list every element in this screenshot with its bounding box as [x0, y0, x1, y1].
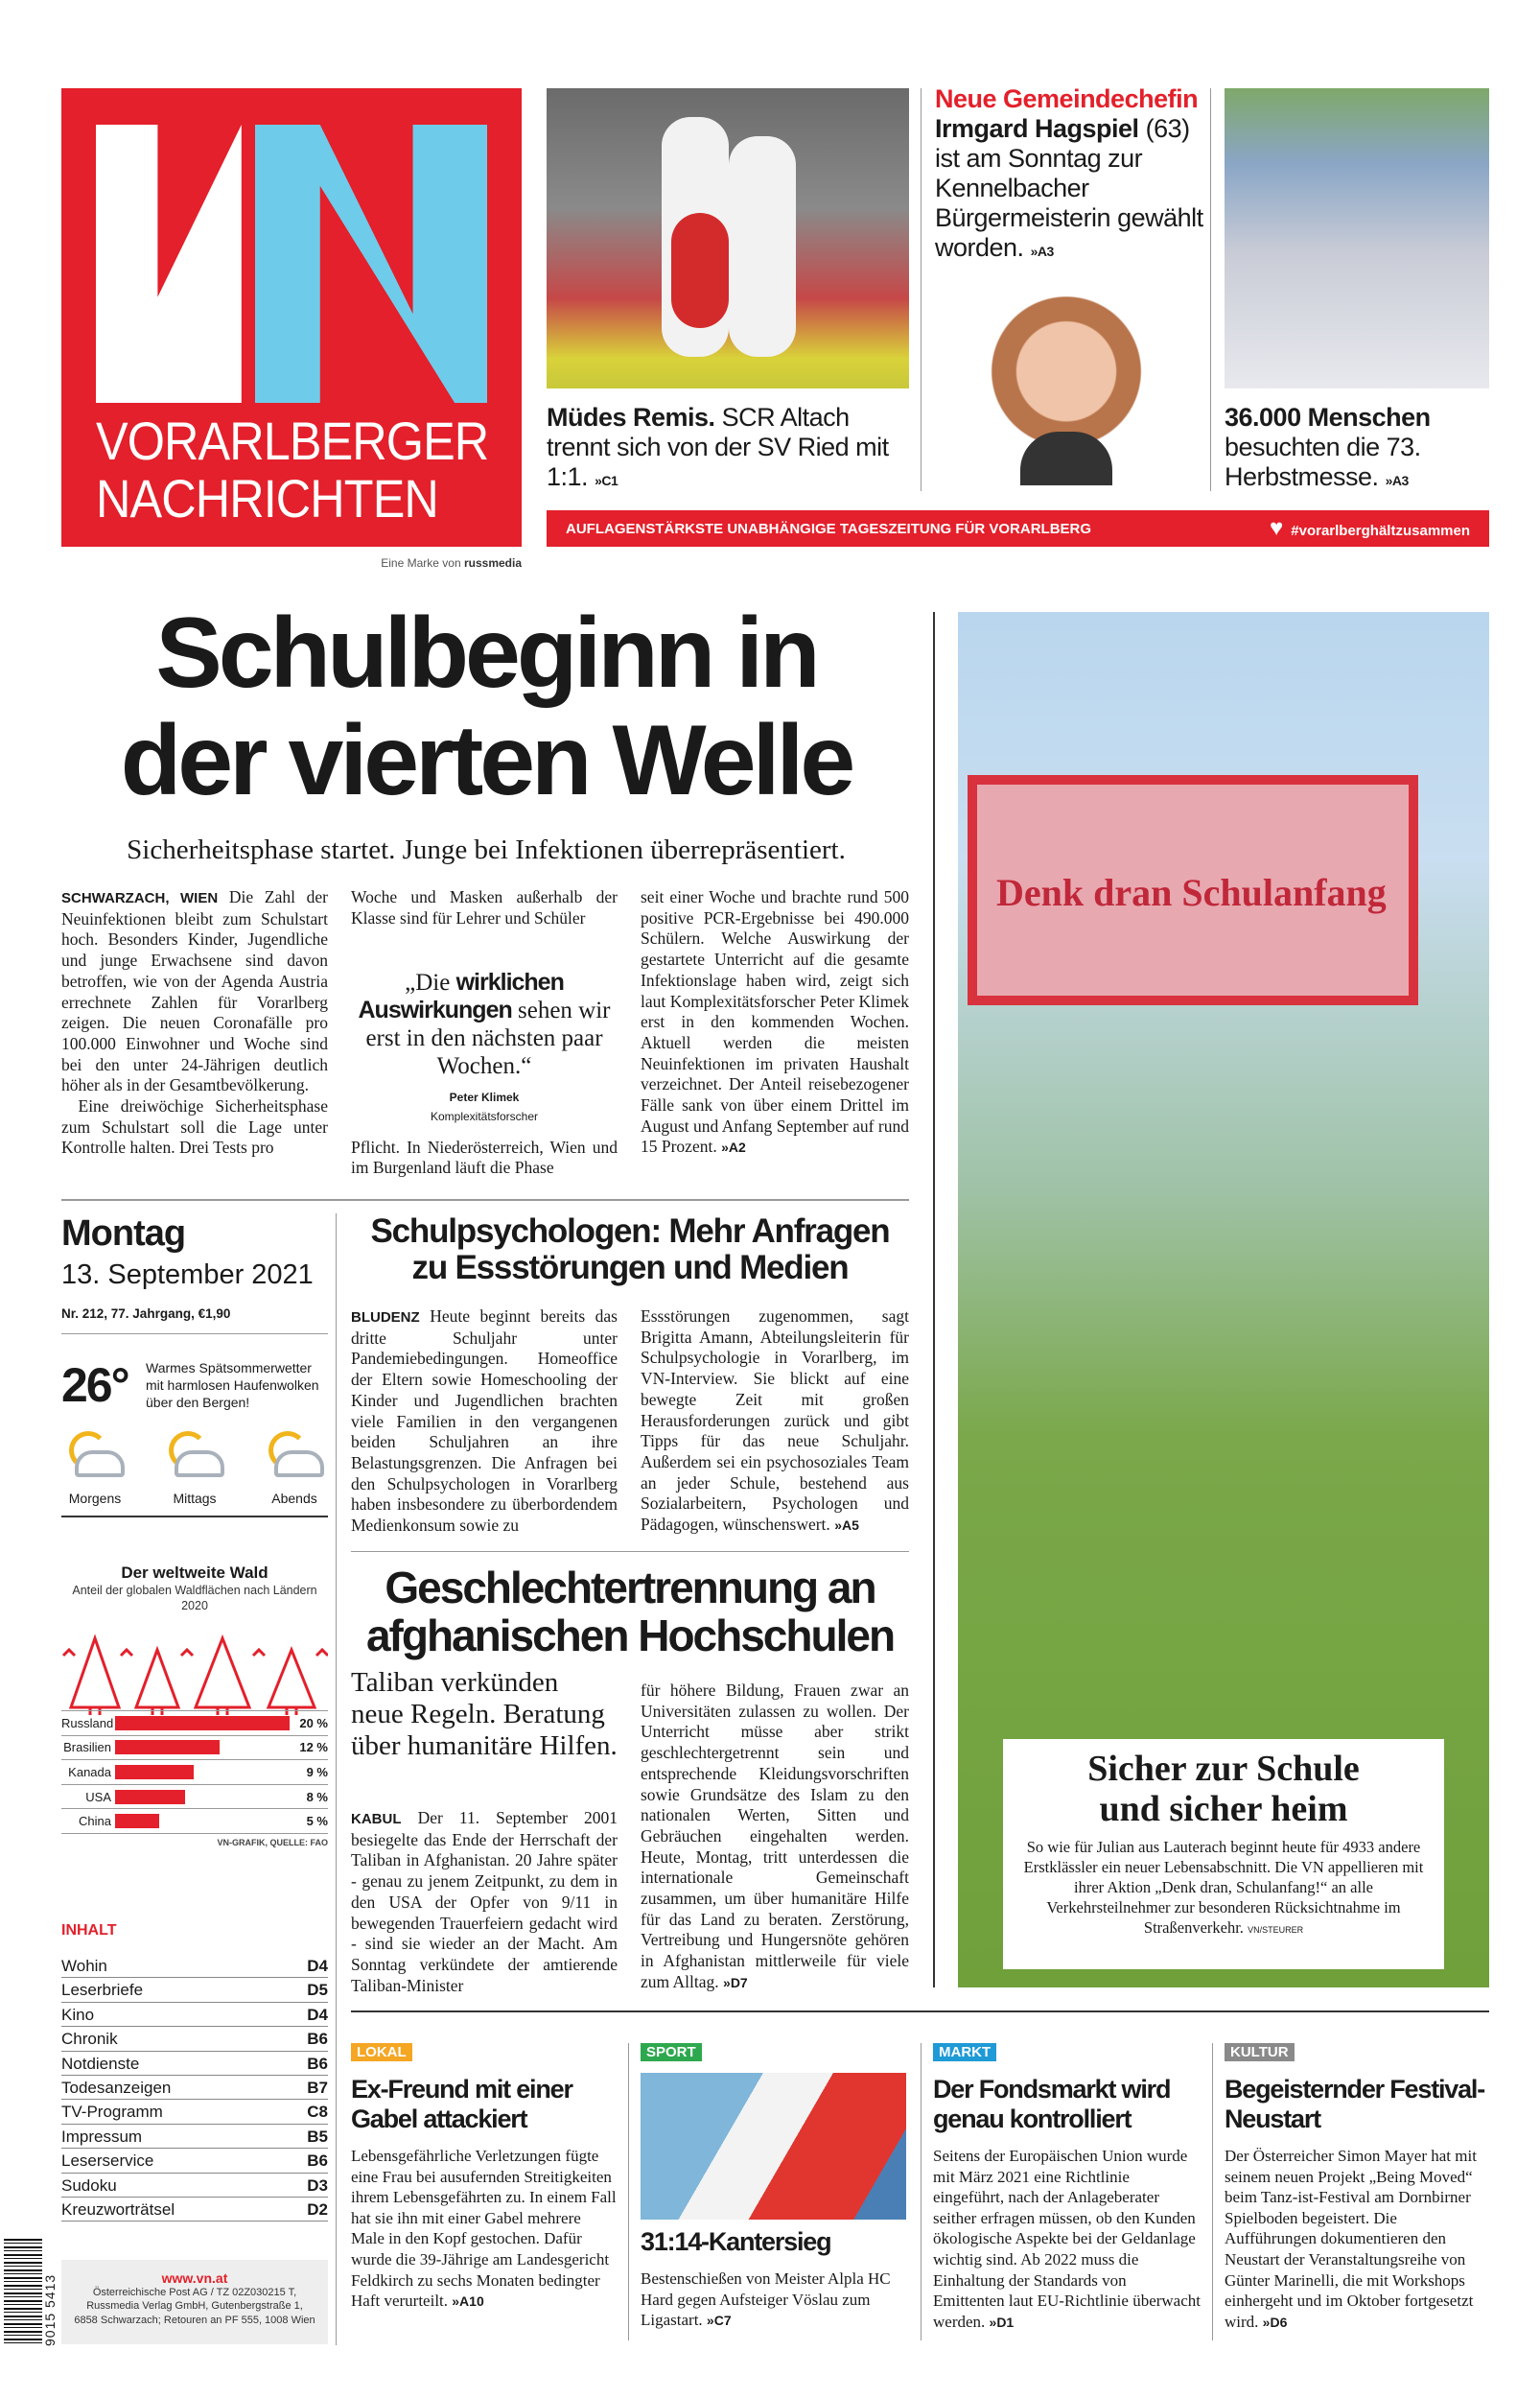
divider: [628, 2043, 629, 2340]
edition-date: 13. September 2021: [61, 1259, 314, 1290]
lead-subheadline: Sicherheitsphase startet. Junge bei Infektionen überrepräsentiert.: [127, 835, 846, 865]
chart-row: [61, 1808, 328, 1833]
chart-row: [61, 1759, 328, 1784]
bottom-teaser-kultur[interactable]: [1225, 2043, 1489, 2333]
contents-label: Kino: [61, 2005, 95, 2024]
contents-item[interactable]: [61, 2174, 328, 2198]
logo-title: [96, 412, 488, 528]
quote-text: „Die: [405, 970, 451, 997]
headline-line: Sicher zur Schule: [1087, 1749, 1360, 1789]
caption-text: So wie für Julian aus Lauterach beginnt heute für 4933 andere Erstklässler ein neuer Lebensabschnitt. Die VN appellieren mit ihrer Aktion „Denk dran, Schulanfang!“ an alle Verkehrsteilnehmer zur besonderen Rücksichtnahme im Straßenverkehr.: [1023, 1838, 1424, 1937]
logo-title-line2: NACHRICHTEN: [96, 468, 438, 529]
quote-role: Komplexitätsforscher: [430, 1110, 539, 1124]
contents-item[interactable]: [61, 2027, 328, 2051]
body-text: Woche und Masken außerhalb der Klasse sind für Lehrer und Schüler: [351, 887, 618, 928]
teaser-age: (63): [1145, 114, 1190, 143]
sun-cloud-icon: [261, 1427, 328, 1485]
contents-label: Notdienste: [61, 2054, 140, 2073]
teaser-headline: Der Fondsmarkt wird genau kontrolliert: [933, 2075, 1171, 2133]
page-ref: »A3: [1030, 244, 1054, 259]
rule: [351, 2010, 1489, 2012]
contents-label: Kreuzworträtsel: [61, 2199, 175, 2219]
bar-track: [115, 1716, 290, 1730]
imprint-line: 6858 Schwarzach; Retouren an PF 555, 1008 Wien: [74, 2314, 315, 2326]
fair-crowd-photo[interactable]: [1225, 88, 1489, 388]
section-tag: SPORT: [641, 2043, 702, 2061]
body-text: Heute beginnt bereits das dritte Schuljahr unter Pandemiebedingungen. Homeoffice der Eltern sowie Homeschooling der Kinder und Jugendlichen brachten viele Familien in den vergangenen beiden Schuljahren an ihre Belastungsgrenzen. Die Anfragen bei den Schulpsychologen in Vorarlberg haben insbesondere zu überbordendem Medienkonsum sowie zu: [351, 1306, 618, 1536]
teaser-text: Bestenschießen von Meister Alpla HC Hard gegen Aufsteiger Vöslau zum Ligastart.: [641, 2269, 891, 2330]
contents-page: B6: [307, 2151, 328, 2171]
weather-text: Warmes Spätsommerwetter mit harmlosen Haufenwolken über den Bergen!: [146, 1360, 319, 1410]
bar: [115, 1790, 185, 1804]
bar: [115, 1716, 290, 1730]
hashtag[interactable]: #vorarlberghältzusammen: [1291, 523, 1470, 539]
teaser-lead: Müdes Remis.: [547, 403, 715, 432]
story2-headline[interactable]: Schulpsychologen: Mehr Anfragen zu Essstörungen und Medien: [370, 1212, 890, 1286]
contents-list: [61, 1954, 328, 2222]
dateline: SCHWARZACH, WIEN: [61, 890, 219, 906]
edition-day: Montag: [61, 1213, 186, 1254]
contents-page: D2: [307, 2199, 328, 2219]
bar-track: [115, 1765, 290, 1779]
contents-title: INHALT: [61, 1922, 117, 1939]
teaser-text: Der Österreicher Simon Mayer hat mit seinem neuen Projekt „Being Moved“ beim Tanz-ist-Festival am Dornbirner Spielboden begeistert. Die Aufführungen dokumentieren den Neustart der Veranstaltungsreihe von Günter Marinelli, die mit Workshops einhergeht und im Oktober fortgesetzt wird.: [1225, 2147, 1477, 2331]
bar-track: [115, 1740, 290, 1754]
divider: [921, 88, 922, 491]
bar-value: 8 %: [306, 1789, 328, 1804]
bar-track: [115, 1814, 290, 1828]
chart-header: [61, 1563, 328, 1613]
page-ref[interactable]: »A2: [721, 1140, 746, 1156]
contents-page: C8: [307, 2103, 328, 2122]
contents-item[interactable]: [61, 2125, 328, 2149]
bar-value: 12 %: [299, 1740, 328, 1755]
dateline: BLUDENZ: [351, 1309, 420, 1326]
body-text: Der 11. September 2001 besiegelte das Ende der Herrschaft der Taliban in Afghanistan. 20 Jahre später - genau zu jenem Zeitpunkt, zu dem in den USA der Opfer von 9/11 in bewegenden Trauerfeiern gedacht wird - sind sie wieder an der Macht. Am Sonntag verkündete der amtierende Taliban-Minister: [351, 1808, 618, 1995]
teaser-headline: 31:14-Kantersieg: [641, 2227, 831, 2256]
barcode-number: 9015 5413: [42, 2273, 58, 2346]
bar-track: [115, 1790, 290, 1804]
headline-line: der vierten Welle: [120, 705, 852, 816]
bottom-teaser-lokal[interactable]: [351, 2043, 617, 2313]
rule: [61, 1333, 328, 1334]
weather-period: [61, 1427, 128, 1506]
heart-icon: ♥: [1270, 515, 1284, 541]
teaser-text: Lebensgefährliche Verletzungen fügte eine Frau bei ausufernden Streitigkeiten ihrem Lebensgefährten zu. In einem Fall hat sie ihn mit einer Gabel mehrere Male in den Kopf gestochen. Dafür wurde die 39-Jährige am Landesgericht Feldkirch zu sechs Monaten bedingter Haft verurteilt.: [351, 2147, 617, 2311]
quote-author: Peter Klimek: [449, 1091, 520, 1105]
page-ref: »D6: [1262, 2314, 1288, 2330]
contents-item[interactable]: [61, 2052, 328, 2076]
divider: [921, 2043, 922, 2340]
bar: [115, 1814, 159, 1828]
headline-line: Schulbeginn in: [155, 598, 817, 709]
rule: [351, 1551, 909, 1552]
chart-row: [61, 1784, 328, 1809]
teaser-headline: Begeisternder Festival-Neustart: [1225, 2075, 1485, 2133]
divider: [1210, 88, 1211, 491]
period-label: Abends: [271, 1491, 317, 1506]
bar-value: 9 %: [306, 1764, 328, 1779]
sun-cloud-icon: [161, 1427, 228, 1485]
body-text: für höhere Bildung, Frauen zwar an Universitäten zulassen zu wollen. Der Unterricht müsse aber strikt geschlechtergetrennt sein und entsprechende Kleidungsvorschriften sowie Grundsätze des Islam zu den nationalen Werten, Sitten und Gebräuchen eingehalten werden. Heute, Montag, tritt unterdessen die internationale Gemeinschaft zusammen, um über humanitäre Hilfe für das Land zu beraten. Zerstörung, Vertreibung und Hungersnöte gehören in Afghanistan mittlerweile für viele zum Alltag.: [641, 1681, 909, 1991]
photo-credit: VN/STEURER: [1248, 1925, 1304, 1935]
imprint-line: Russmedia Verlag GmbH, Gutenbergstraße 1,: [86, 2300, 303, 2312]
temperature: 26°: [61, 1358, 128, 1412]
photo-headline[interactable]: [1003, 1749, 1444, 1829]
bar-label: Kanada: [68, 1764, 111, 1779]
divider: [336, 1213, 337, 2345]
contents-page: B6: [307, 2054, 328, 2073]
divider: [1212, 2043, 1213, 2340]
contents-item[interactable]: [61, 1954, 328, 1978]
handball-photo: [641, 2073, 906, 2220]
contents-label: Sudoku: [61, 2175, 117, 2195]
page-ref: »A10: [452, 2293, 484, 2310]
story3-subheadline: Taliban verkünden neue Regeln. Beratung über humanitäre Hilfen.: [351, 1667, 618, 1761]
section-tag: KULTUR: [1225, 2043, 1295, 2061]
story2-column-1: [351, 1306, 618, 1537]
contents-page: D5: [307, 1981, 328, 2000]
section-tag: LOKAL: [351, 2043, 412, 2061]
tagline-text: AUFLAGENSTÄRKSTE UNABHÄNGIGE TAGESZEITUNG FÜR VORARLBERG: [566, 520, 1092, 537]
story2-column-2: [641, 1306, 909, 1537]
photo-caption: [1003, 1837, 1444, 1940]
body-text: seit einer Woche und brachte rund 500 positive PCR-Ergebnisse bei 490.000 Schülern. Welche Auswirkung der gestartete Unterricht auf die gesamte Infektionslage haben wird, zeigt sich laut Komplexitätsforscher Peter Klimek erst in den kommenden Wochen. Aktuell werden die meisten Neuinfektionen im privaten Haushalt verzeichnet. Der Anteil reisebezogener Fälle sank von über einem Drittel im August und Anfang September auf rund 15 Prozent.: [641, 887, 909, 1157]
pull-quote: [351, 969, 618, 1080]
football-photo[interactable]: [547, 88, 909, 388]
quote-text: sehen wir erst in den nächsten paar Wochen.“: [365, 998, 611, 1080]
tagline-bar: [547, 510, 1489, 547]
brand-name: russmedia: [463, 556, 522, 570]
contents-label: Todesanzeigen: [61, 2078, 172, 2097]
divider: [933, 612, 935, 1987]
teaser-fair[interactable]: [1225, 403, 1493, 496]
weather-period: [161, 1427, 228, 1506]
teaser-lead: 36.000 Menschen: [1225, 403, 1431, 432]
page-ref: »A3: [1385, 473, 1409, 488]
brand-note: [288, 556, 522, 570]
body-text: Die Zahl der Neuinfektionen bleibt zum Schulstart hoch. Besonders Kinder, Jugendliche und junge Erwachsene sind davon betroffen, wie von der Agenda Austria errechnete Zahlen für Vorarlberg zeigen. Die neuen Coronafälle pro 100.000 Einwohner und Woche sind bei den unter 24-Jährigen deutlich höher als in der Gesamtbevölkerung.: [61, 887, 328, 1095]
contents-item[interactable]: [61, 2100, 328, 2124]
contents-page: D4: [307, 1957, 328, 1975]
story3-column-1: [351, 1808, 618, 1996]
story3-column-2: [641, 1681, 909, 1997]
contents-page: D4: [307, 2005, 328, 2024]
chart-source: VN-GRAFIK, QUELLE: FAO: [61, 1833, 328, 1847]
logo-n-shape: [255, 125, 487, 403]
player-figure: [671, 213, 729, 328]
teaser-text: ist am Sonntag zur Kennelbacher Bürgermeisterin gewählt worden.: [935, 144, 1203, 262]
weather-period: [261, 1427, 328, 1506]
teaser-text: SCR Altach trennt sich von der SV Ried mit 1:1.: [547, 403, 889, 491]
contents-item[interactable]: [61, 2198, 328, 2222]
website-link[interactable]: www.vn.at: [161, 2270, 228, 2286]
teaser-lead: Irmgard Hagspiel: [935, 114, 1139, 143]
body-text: Essstörungen zugenommen, sagt Brigitta Amann, Abteilungsleiterin für Schulpsychologie in Vorarlberg, im VN-Interview. Sie blickt auf eine bewegte Zeit mit großen Herausforderungen zurück und gibt Tipps für das neue Schuljahr. Außerdem sei ein psychosoziales Team an jeder Schule, bestehend aus Sozialarbeitern, Psychologen und Pädagogen, wünschenswert.: [641, 1306, 909, 1535]
bar-label: Brasilien: [63, 1740, 111, 1755]
bar-value: 20 %: [299, 1715, 328, 1730]
sun-cloud-icon: [61, 1427, 128, 1485]
contents-page: B7: [307, 2078, 328, 2097]
period-label: Mittags: [173, 1491, 217, 1506]
bar: [115, 1765, 194, 1779]
bar-label: USA: [85, 1789, 111, 1804]
brand-prefix: Eine Marke von: [381, 556, 461, 570]
forest-bar-chart: [61, 1710, 328, 1847]
teaser-headline: Ex-Freund mit einer Gabel attackiert: [351, 2075, 572, 2133]
body-text: Eine dreiwöchige Sicherheitsphase zum Schulstart soll die Lage unter Kontrolle halten. Drei Tests pro: [61, 1096, 328, 1158]
contents-label: TV-Programm: [61, 2103, 163, 2122]
page-ref: »C1: [595, 473, 618, 488]
portrait-photo: [963, 278, 1170, 485]
body-text: Pflicht. In Niederösterreich, Wien und im Burgenland läuft die Phase: [351, 1137, 618, 1178]
player-figure: [729, 136, 796, 357]
contents-item[interactable]: [61, 2003, 328, 2027]
bottom-teaser-markt[interactable]: [933, 2043, 1202, 2333]
contents-label: Chronik: [61, 2030, 118, 2049]
story3-headline[interactable]: Geschlechtertrennung an afghanischen Hochschulen: [365, 1563, 895, 1660]
contents-page: B5: [307, 2127, 328, 2146]
chart-row: [61, 1735, 328, 1760]
bar-value: 5 %: [306, 1814, 328, 1829]
headline-line: und sicher heim: [1099, 1789, 1348, 1829]
contents-item[interactable]: [61, 1978, 328, 2002]
section-tag: MARKT: [933, 2043, 996, 2061]
chart-subtitle: Anteil der globalen Waldflächen nach Ländern 2020: [72, 1584, 317, 1612]
dateline: KABUL: [351, 1811, 402, 1827]
teaser-kicker: Neue Gemeindechefin: [935, 84, 1199, 113]
contents-page: D3: [307, 2175, 328, 2195]
tree-icon: [63, 1638, 328, 1715]
period-label: Morgens: [68, 1491, 122, 1506]
rule: [61, 1199, 909, 1201]
page-ref: »C7: [706, 2313, 732, 2329]
bar-label: China: [79, 1814, 111, 1829]
teaser-text: besuchten die 73. Herbstmesse.: [1225, 433, 1421, 491]
tree-icons: [61, 1631, 328, 1717]
campaign-sign: [968, 775, 1418, 1005]
barcode: [4, 2239, 42, 2346]
rule: [61, 1516, 328, 1517]
teaser-text: Seitens der Europäischen Union wurde mit März 2021 eine Richtlinie eingeführt, nach der Anlageberater seither erfragen müssen, ob den Kunden ökologische Aspekte bei der Geldanlage wichtig sind. Ab 2022 muss die Einhaltung der Standards von Emittenten laut EU-Richtlinie überwacht werden.: [933, 2147, 1201, 2331]
quote-bold: wirklichen Auswirkungen: [358, 969, 564, 1024]
logo-title-line1: VORARLBERGER: [96, 411, 489, 471]
teaser-football[interactable]: [547, 403, 911, 496]
lead-headline[interactable]: [61, 600, 911, 814]
edition-issue: Nr. 212, 77. Jahrgang, €1,90: [61, 1306, 231, 1321]
teaser-mayor[interactable]: [935, 84, 1203, 267]
contents-label: Wohin: [61, 1957, 107, 1975]
imprint-box: [61, 2260, 328, 2344]
page-ref: »D1: [989, 2314, 1015, 2330]
contents-label: Leserservice: [61, 2151, 154, 2171]
chart-row: [61, 1710, 328, 1735]
contents-page: B6: [307, 2030, 328, 2049]
sign-text: Denk dran Schulanfang: [996, 871, 1387, 914]
chart-title: Der weltweite Wald: [121, 1563, 268, 1582]
weather-forecast: [61, 1427, 328, 1506]
contents-label: Impressum: [61, 2127, 143, 2146]
imprint-line: Österreichische Post AG / TZ 02Z030215 T,: [92, 2286, 297, 2298]
page-ref[interactable]: »D7: [723, 1974, 748, 1990]
contents-label: Leserbriefe: [61, 1981, 144, 2000]
photo-caption-box: [1003, 1739, 1444, 1969]
lead-column-3: [641, 887, 909, 1185]
bar-label: Russland: [61, 1715, 114, 1730]
lead-column-1: [61, 887, 328, 1185]
contents-item[interactable]: [61, 2076, 328, 2100]
contents-item[interactable]: [61, 2149, 328, 2173]
bar: [115, 1740, 220, 1754]
vn-logo[interactable]: [61, 88, 522, 547]
bottom-teaser-sport[interactable]: [641, 2043, 909, 2332]
lead-column-2: [351, 887, 618, 1185]
page-ref[interactable]: »A5: [834, 1517, 859, 1534]
